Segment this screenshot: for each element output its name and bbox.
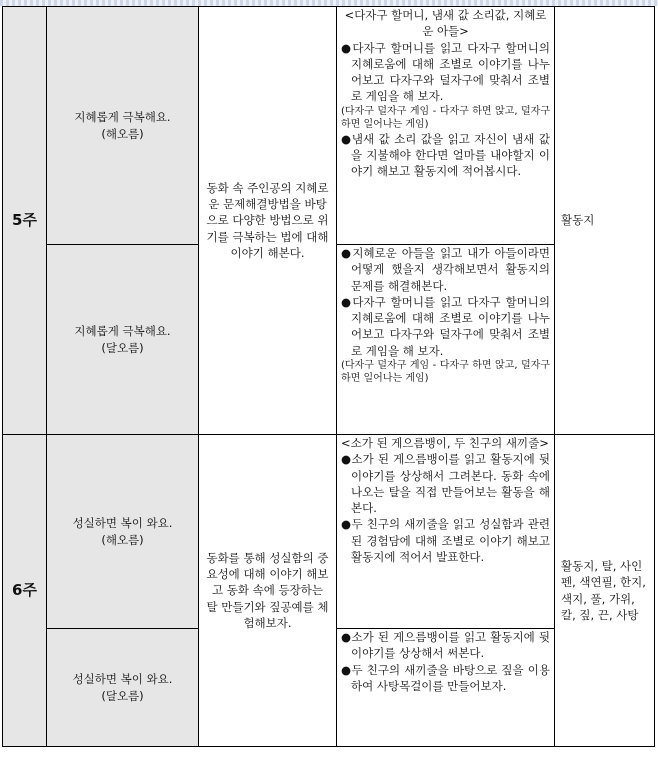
activity-bullet: ●지혜로운 아들을 읽고 내가 아들이라면 어떻게 했을지 생각해보면서 활동지의 문제를 해결해본다. bbox=[341, 246, 550, 293]
table-row bbox=[3, 7, 655, 245]
goal-cell: 동화를 통해 성실함의 중요성에 대해 이야기 해보고 동화 속에 등장하는 탈 만들기와 짚공예를 체험해보자. bbox=[199, 435, 337, 747]
activity-bullet: ●다자구 할머니를 읽고 다자구 할머니의 지혜로움에 대해 조별로 이야기를 나누어보고 다자구와 덜자구에 맞춰서 조별로 게임을 해 보자. bbox=[341, 40, 550, 104]
activity-bullet: ●다자구 할머니를 읽고 다자구 할머니의 지혜로움에 대해 조별로 이야기를 나누어보고 다자구와 덜자구에 맞춰서 조별로 게임을 해 보자. bbox=[341, 294, 550, 358]
activity-cell bbox=[337, 629, 555, 747]
materials-cell: 활동지, 탈, 사인펜, 색연필, 한지, 색지, 풀, 가위, 칼, 짚, 끈, 사탕 bbox=[555, 435, 655, 747]
topic-cell bbox=[47, 245, 199, 435]
activity-bullet: ●소가 된 게으름뱅이를 읽고 활동지에 뒷이야기를 상상해서 그려본다. 동화 속에 나오는 탈을 직접 만들어보는 활동을 해본다. bbox=[341, 452, 550, 516]
activity-note: (다자구 덜자구 게임 - 다자구 하면 앉고, 덜자구 하면 일어나는 게임) bbox=[341, 105, 550, 130]
week-label-6: 6주 bbox=[3, 435, 47, 747]
activity-cell bbox=[337, 7, 555, 245]
topic-subtitle: (해오름) bbox=[101, 126, 144, 141]
activity-bullet: ●두 친구의 새끼줄을 바탕으로 짚을 이용하여 사탕목걸이를 만들어보자. bbox=[341, 662, 550, 693]
activity-cell bbox=[337, 435, 555, 629]
table-row bbox=[3, 435, 655, 629]
topic-subtitle: (해오름) bbox=[101, 532, 144, 547]
topic-title: 성실하면 복이 와요. bbox=[72, 516, 173, 531]
activity-bullet: ●냄새 값 소리 값을 읽고 자신이 냄새 값을 지불해야 한다면 얼마를 내야할지 이야기 해보고 활동지에 적어봅시다. bbox=[341, 131, 550, 179]
activity-header: <소가 된 게으름뱅이, 두 친구의 새끼줄> bbox=[341, 436, 549, 450]
topic-title: 성실하면 복이 와요. bbox=[72, 672, 173, 687]
topic-cell bbox=[47, 7, 199, 245]
activity-header: <다자구 할머니, 냄새 값 소리값, 지혜로운 아들> bbox=[344, 8, 547, 39]
topic-cell bbox=[47, 629, 199, 747]
topic-title: 지혜롭게 극복해요. bbox=[74, 110, 171, 125]
materials-cell: 활동지 bbox=[555, 7, 655, 435]
topic-subtitle: (달오름) bbox=[101, 340, 144, 355]
week-label-5: 5주 bbox=[3, 7, 47, 435]
activity-bullet: ●두 친구의 새끼줄을 읽고 성실함과 관련된 경험담에 대해 조별로 이야기 해보고 활동지에 적어서 발표한다. bbox=[341, 517, 550, 565]
activity-bullet: ●소가 된 게으름뱅이를 읽고 활동지에 뒷이야기를 상상해서 써본다. bbox=[341, 630, 550, 661]
curriculum-table bbox=[2, 6, 655, 747]
topic-subtitle: (달오름) bbox=[101, 688, 144, 703]
activity-note: (다자구 덜자구 게임 - 다자구 하면 앉고, 덜자구 하면 일어나는 게임) bbox=[341, 360, 550, 385]
topic-title: 지혜롭게 극복해요. bbox=[74, 324, 171, 339]
goal-cell: 동화 속 주인공의 지혜로운 문제해결방법을 바탕으로 다양한 방법으로 위기를 극복하는 법에 대해 이야기 해본다. bbox=[199, 7, 337, 435]
topic-cell bbox=[47, 435, 199, 629]
activity-cell bbox=[337, 245, 555, 435]
